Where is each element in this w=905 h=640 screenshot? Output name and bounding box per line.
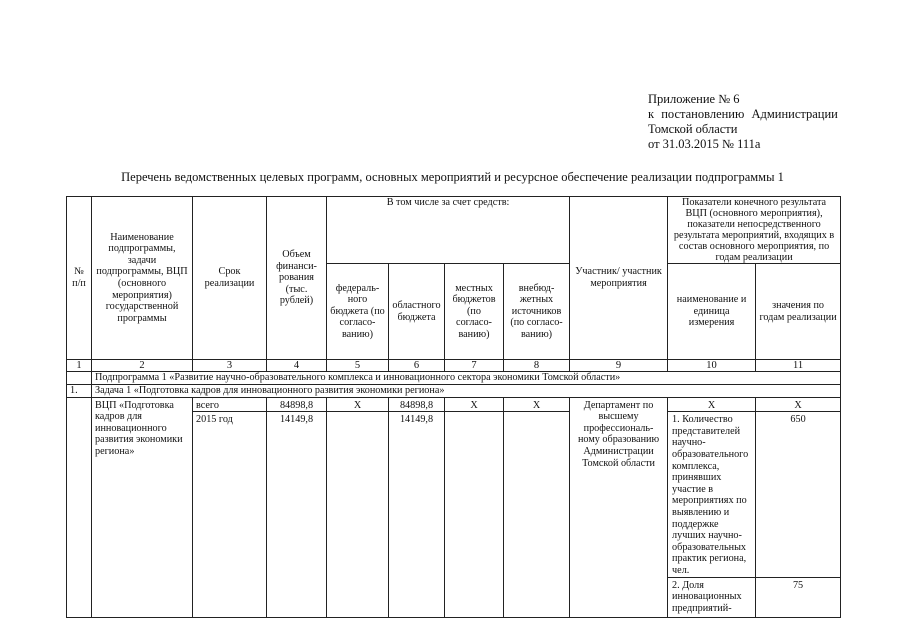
indicator-2-name: 2. Доля инновационных предприятий- [668, 577, 756, 617]
header-indicator-name: наименование и единица измерения [668, 264, 756, 360]
header-extrabudget: внебюд-жетных источников (по согласо-ванию) [504, 264, 570, 360]
vcp-period-total: всего [193, 397, 267, 412]
vcp-volume-2015: 14149,8 [267, 412, 327, 617]
indicator-1-value: 650 [756, 412, 841, 577]
vcp-name: ВЦП «Подготовка кадров для инновационного развития экономики региона» [92, 397, 193, 617]
appendix-line-1: Приложение № 6 [648, 92, 740, 106]
header-num: № п/п [67, 197, 92, 360]
indicator-2-value: 75 [756, 577, 841, 617]
appendix-block [648, 92, 838, 152]
program-table [66, 196, 841, 618]
document-title: Перечень ведомственных целевых программ, основных мероприятий и ресурсное обеспечение реализации подпрограммы 1 [121, 170, 784, 184]
col-number: 8 [504, 360, 570, 372]
vcp-participant: Департамент по высшему профессиональ-ному образованию Администрации Томской области [570, 397, 668, 617]
vcp-extrabudget-total: Х [504, 397, 570, 412]
header-indicator-values: значения по годам реализации [756, 264, 841, 360]
col-number: 4 [267, 360, 327, 372]
subprogram-num-cell [67, 372, 92, 385]
col-number: 10 [668, 360, 756, 372]
col-number: 11 [756, 360, 841, 372]
header-indicators-group: Показатели конечного результата ВЦП (основного мероприятия), показатели непосредственного результата мероприятий, входящих в состав основного мероприятия, по годам реализации [668, 197, 841, 264]
header-participant: Участник/ участник мероприятия [570, 197, 668, 360]
col-number: 7 [445, 360, 504, 372]
indicator-1-name: 1. Количество представителей научно-образовательного комплекса, принявших участие в мероприятиях по выявлению и поддержке лучших научно-образовательных практик региона, чел. [668, 412, 756, 577]
col-number: 5 [327, 360, 389, 372]
header-regional: областного бюджета [389, 264, 445, 360]
vcp-local-total: Х [445, 397, 504, 412]
vcp-num-cell [67, 397, 92, 617]
header-local: местных бюджетов (по согласо-ванию) [445, 264, 504, 360]
appendix-line-3: Томской области [648, 122, 738, 136]
vcp-federal-total: Х [327, 397, 389, 412]
header-federal: федераль-ного бюджета (по согласо-ванию) [327, 264, 389, 360]
col-number: 1 [67, 360, 92, 372]
appendix-line-4: от 31.03.2015 № 111а [648, 137, 761, 151]
vcp-federal-2015 [327, 412, 389, 617]
col-number: 9 [570, 360, 668, 372]
indicator-total-value: Х [756, 397, 841, 412]
task-title: Задача 1 «Подготовка кадров для инновационного развития экономики региона» [92, 385, 841, 398]
col-number: 3 [193, 360, 267, 372]
vcp-regional-2015: 14149,8 [389, 412, 445, 617]
header-period: Срок реализации [193, 197, 267, 360]
appendix-line-2: к постановлению Администрации [648, 107, 838, 121]
header-volume: Объем финанси-рования (тыс. рублей) [267, 197, 327, 360]
col-number: 2 [92, 360, 193, 372]
header-name: Наименование подпрограммы, задачи подпрограммы, ВЦП (основного мероприятия) государственной программы [92, 197, 193, 360]
vcp-local-2015 [445, 412, 504, 617]
subprogram-title: Подпрограмма 1 «Развитие научно-образовательного комплекса и инновационного сектора экономики Томской области» [92, 372, 841, 385]
vcp-regional-total: 84898,8 [389, 397, 445, 412]
vcp-volume-total: 84898,8 [267, 397, 327, 412]
vcp-period-2015: 2015 год [193, 412, 267, 617]
col-number: 6 [389, 360, 445, 372]
task-number: 1. [67, 385, 92, 398]
vcp-extrabudget-2015 [504, 412, 570, 617]
header-sources-group: В том числе за счет средств: [327, 197, 570, 264]
indicator-total-name: Х [668, 397, 756, 412]
